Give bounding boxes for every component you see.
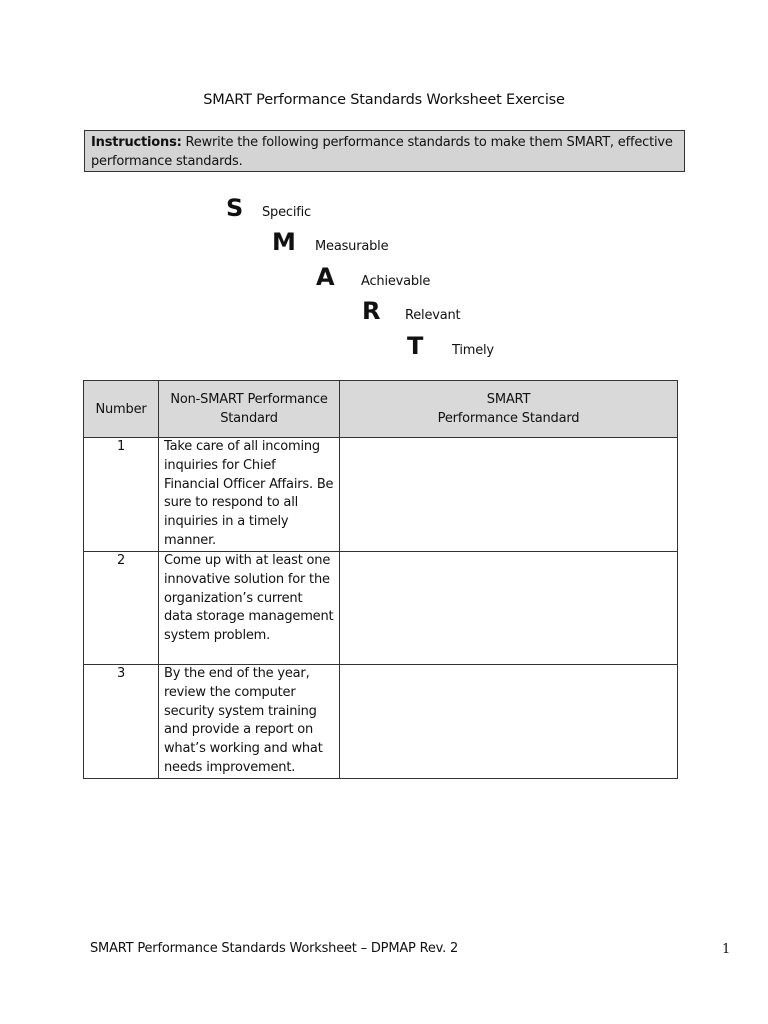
page-title: SMART Performance Standards Worksheet Exercise — [203, 92, 565, 108]
page-number: 1 — [722, 942, 731, 957]
smart-item-relevant — [362, 297, 460, 325]
smart-word: Relevant — [405, 308, 461, 323]
smart-word: Achievable — [361, 274, 431, 289]
header-smart-line2: Performance Standard — [437, 411, 580, 426]
header-number: Number — [84, 381, 159, 438]
row-number: 1 — [84, 438, 159, 552]
header-smart-line1: SMART — [486, 392, 531, 407]
footer-text: SMART Performance Standards Worksheet – DPMAP Rev. 2 — [90, 941, 459, 956]
instructions-box — [84, 130, 685, 172]
non-smart-standard: By the end of the year, review the computer security system training and provide a report on what’s working and what needs improvement. — [159, 665, 340, 779]
table-row — [84, 438, 678, 552]
instructions-text: Rewrite the following performance standards to make them SMART, effective performance standards. — [91, 135, 673, 169]
smart-word: Timely — [452, 343, 494, 358]
standards-table — [83, 380, 678, 779]
smart-standard-cell[interactable] — [340, 552, 678, 665]
row-number: 2 — [84, 552, 159, 665]
smart-letter: T — [407, 332, 424, 360]
smart-item-measurable — [272, 228, 388, 256]
header-non-smart: Non-SMART Performance Standard — [159, 381, 340, 438]
smart-letter: S — [226, 194, 244, 222]
smart-letter: M — [272, 228, 296, 256]
non-smart-standard: Come up with at least one innovative solution for the organization’s current data storage management system problem. — [159, 552, 340, 665]
smart-letter: A — [316, 263, 335, 291]
smart-standard-cell[interactable] — [340, 665, 678, 779]
smart-word: Measurable — [315, 239, 389, 254]
header-smart — [340, 381, 678, 438]
smart-word: Specific — [262, 205, 311, 220]
smart-item-specific — [226, 194, 311, 222]
smart-item-achievable — [316, 263, 430, 291]
smart-standard-cell[interactable] — [340, 438, 678, 552]
row-number: 3 — [84, 665, 159, 779]
table-row — [84, 552, 678, 665]
smart-item-timely — [407, 332, 494, 360]
table-row — [84, 665, 678, 779]
table-header-row — [84, 381, 678, 438]
instructions-label: Instructions: — [91, 135, 182, 150]
non-smart-standard: Take care of all incoming inquiries for Chief Financial Officer Affairs. Be sure to respond to all inquiries in a timely manner. — [159, 438, 340, 552]
smart-letter: R — [362, 297, 381, 325]
